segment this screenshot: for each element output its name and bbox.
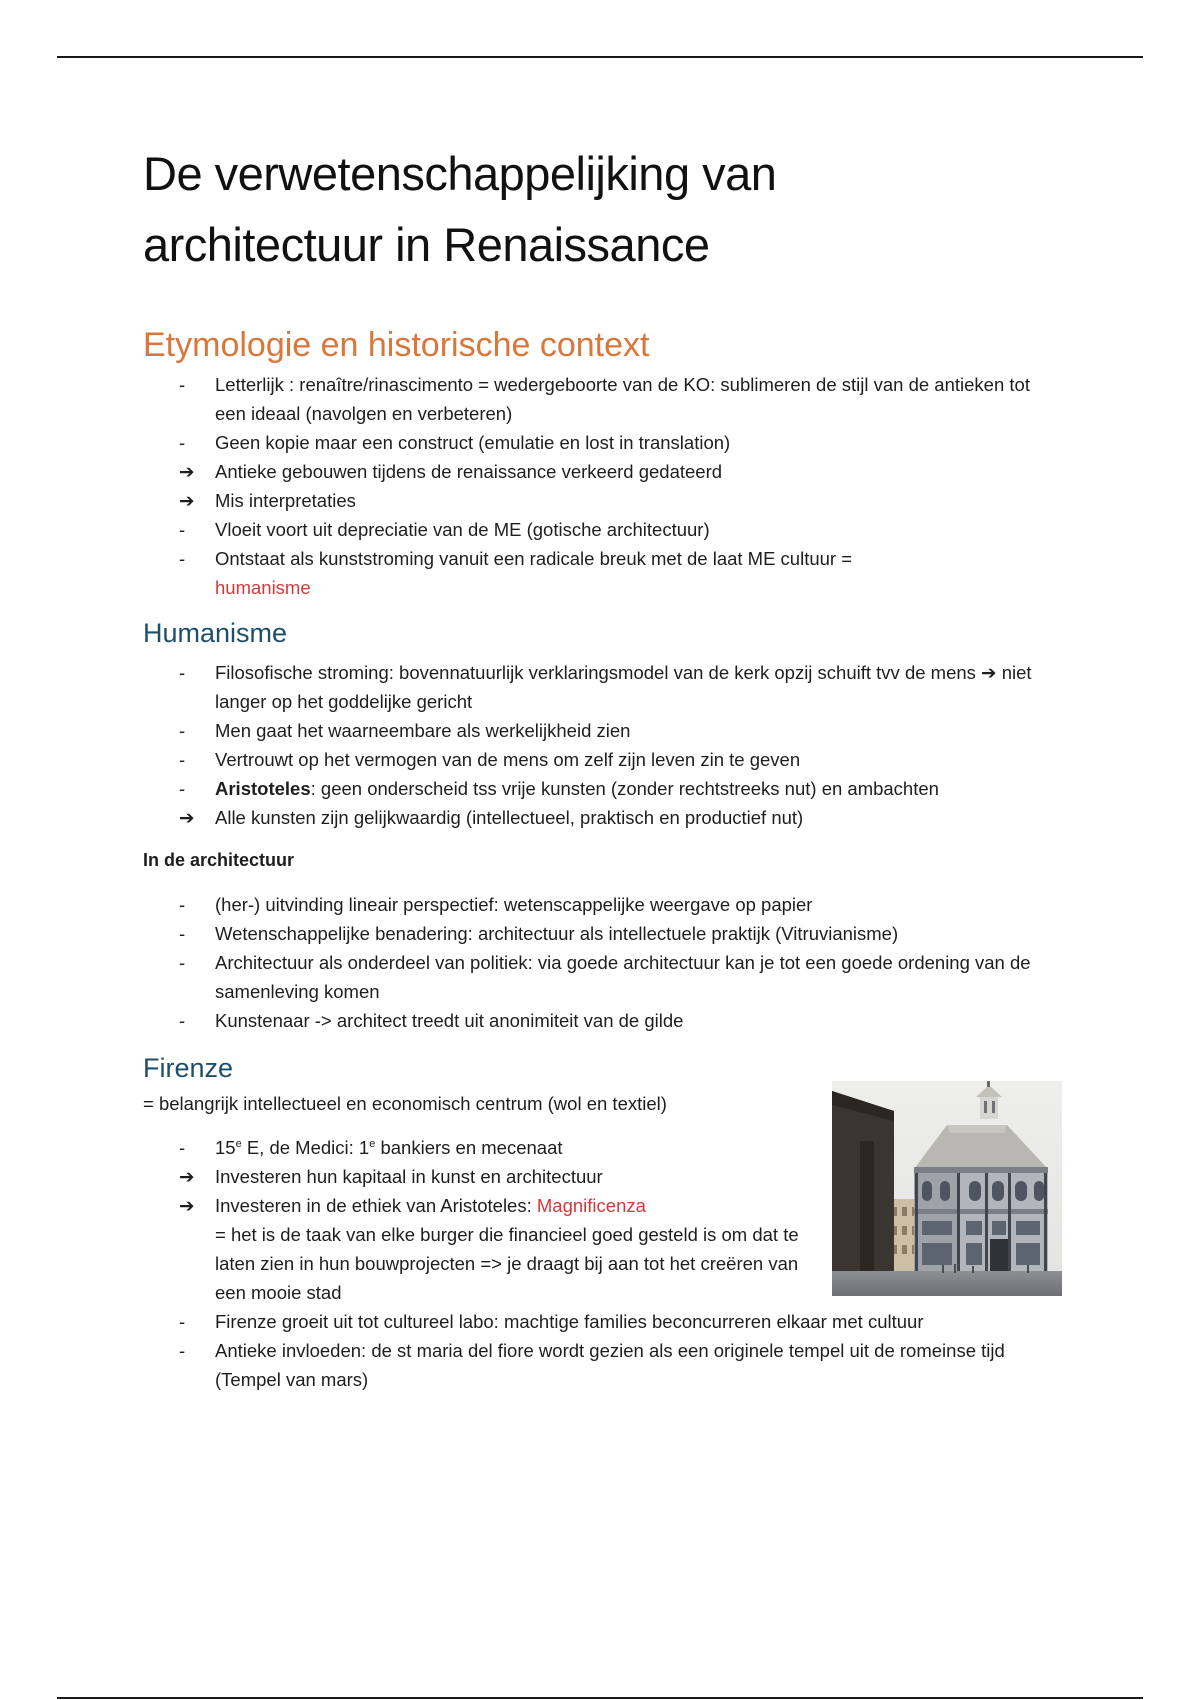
dash-marker: - <box>179 374 186 395</box>
dash-marker: - <box>179 952 186 973</box>
top-rule <box>57 56 1143 58</box>
arrow-icon: ➔ <box>179 461 195 482</box>
dash-marker: - <box>179 432 186 453</box>
dash-marker: - <box>179 519 186 540</box>
dash-marker: - <box>179 1137 186 1158</box>
list-item: - Firenze groeit uit tot cultureel labo: machtige families beconcurreren elkaar met cultuur <box>143 1307 1063 1336</box>
list-item: ➔ Mis interpretaties <box>143 486 1063 515</box>
list-item: - Vertrouwt op het vermogen van de mens om zelf zijn leven zin te geven <box>143 745 1063 774</box>
bottom-rule <box>57 1697 1143 1699</box>
list-item: - Aristoteles: geen onderscheid tss vrije kunsten (zonder rechtstreeks nut) en ambachten <box>143 774 1063 803</box>
dash-marker: - <box>179 923 186 944</box>
dash-marker: - <box>179 749 186 770</box>
list-item: - Architectuur als onderdeel van politiek: via goede architectuur kan je tot een goede ordening van de samenleving komen <box>143 948 1063 1006</box>
list-item: - 15e E, de Medici: 1e bankiers en mecenaat <box>143 1133 1063 1162</box>
list-etymologie <box>143 370 1063 602</box>
inline-arrow-icon: ➔ <box>981 662 997 683</box>
title-line-1: De verwetenschappelijking van <box>143 147 777 200</box>
list-item: ➔ Alle kunsten zijn gelijkwaardig (intellectueel, praktisch en productief nut) <box>143 803 1063 832</box>
list-item: - Letterlijk : renaître/rinascimento = wedergeboorte van de KO: sublimeren de stijl van de antieken tot een ideaal (navolgen en verbeteren) <box>143 370 1063 428</box>
list-item: - (her-) uitvinding lineair perspectief: wetenscappelijke weergave op papier <box>143 890 1063 919</box>
dash-marker: - <box>179 1311 186 1332</box>
list-item: ➔ Antieke gebouwen tijdens de renaissance verkeerd gedateerd <box>143 457 1063 486</box>
list-humanisme <box>143 658 1063 832</box>
list-item: - Wetenschappelijke benadering: architectuur als intellectuele praktijk (Vitruvianisme) <box>143 919 1063 948</box>
list-item: - Geen kopie maar een construct (emulatie en lost in translation) <box>143 428 1063 457</box>
dash-marker: - <box>179 720 186 741</box>
firenze-intro: = belangrijk intellectueel en economisch centrum (wol en textiel) <box>143 1093 667 1114</box>
list-item: ➔ Investeren hun kapitaal in kunst en architectuur <box>143 1162 1063 1191</box>
dash-marker: - <box>179 548 186 569</box>
list-item: - Filosofische stroming: bovennatuurlijk verklaringsmodel van de kerk opzij schuift tvv de mens ➔ niet langer op het goddelijke gericht <box>143 658 1063 716</box>
dash-marker: - <box>179 894 186 915</box>
arrow-icon: ➔ <box>179 807 195 828</box>
list-item: - Men gaat het waarneembare als werkelijkheid zien <box>143 716 1063 745</box>
dash-marker: - <box>179 1010 186 1031</box>
arrow-icon: ➔ <box>179 1166 195 1187</box>
dash-marker: - <box>179 1340 186 1361</box>
baptistery-photo <box>832 1081 1062 1296</box>
heading-etymologie: Etymologie en historische context <box>143 326 650 364</box>
heading-humanisme: Humanisme <box>143 618 288 648</box>
arrow-icon: ➔ <box>179 490 195 511</box>
highlight-humanisme: humanisme <box>215 577 311 598</box>
document-title <box>143 138 1063 280</box>
title-line-2: architectuur in Renaissance <box>143 218 710 271</box>
list-item: - Ontstaat als kunststroming vanuit een radicale breuk met de laat ME cultuur = humanisme <box>143 544 1063 602</box>
list-item: - Antieke invloeden: de st maria del fiore wordt gezien als een originele tempel uit de romeinse tijd (Tempel van mars) <box>143 1336 1063 1394</box>
heading-in-de-architectuur: In de architectuur <box>143 850 295 870</box>
magnificenza-definition: = het is de taak van elke burger die financieel goed gesteld is om dat te laten zien in hun bouwprojecten => je draagt bij aan tot het creëren van een mooie stad <box>215 1224 799 1303</box>
highlight-magnificenza: Magnificenza <box>536 1195 646 1216</box>
list-item: ➔ Investeren in de ethiek van Aristoteles: Magnificenza = het is de taak van elke burger die financieel goed gesteld is om dat te laten zien in hun bouwprojecten => je draagt bij aan tot het creëren van een mooie stad <box>143 1191 1063 1307</box>
bold-aristoteles: Aristoteles <box>215 778 311 799</box>
list-item: - Vloeit voort uit depreciatie van de ME (gotische architectuur) <box>143 515 1063 544</box>
arrow-icon: ➔ <box>179 1195 195 1216</box>
list-architectuur <box>143 890 1063 1035</box>
dash-marker: - <box>179 662 186 683</box>
dash-marker: - <box>179 778 186 799</box>
heading-firenze: Firenze <box>143 1053 234 1083</box>
list-item: - Kunstenaar -> architect treedt uit anonimiteit van de gilde <box>143 1006 1063 1035</box>
